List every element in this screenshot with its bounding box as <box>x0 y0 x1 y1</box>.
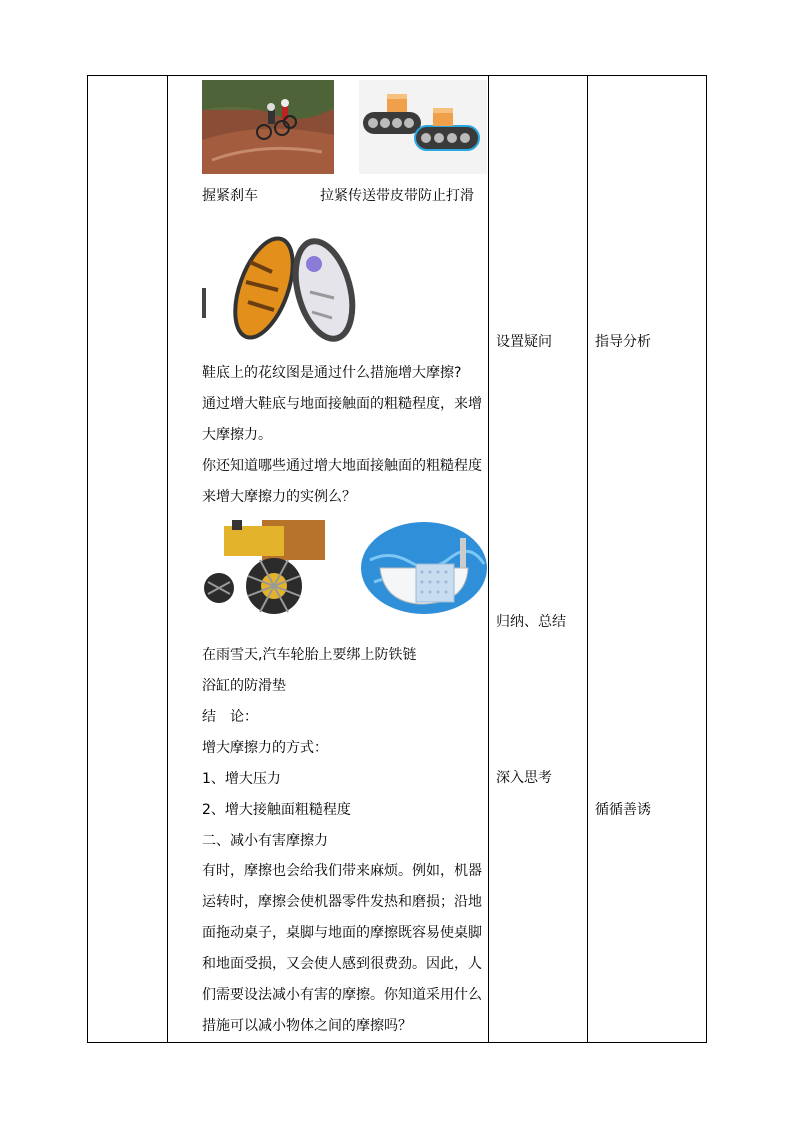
teacher-patient-guidance: 循循善诱 <box>595 802 651 818</box>
snow-chain-tire-photo <box>202 520 325 615</box>
example-snow-chain: 在雨雪天,汽车轮胎上要绑上防铁链 <box>202 647 417 663</box>
paragraph-harmful-friction: 有时，摩擦也会给我们带来麻烦。例如，机器运转时，摩擦会使机器零件发热和磨损；沿地面拖动桌子，桌脚与地面的摩擦既容易使桌脚和地面受损，又会使人感到很费劲。因此，人们需要设法减小有害的摩擦。你知道采用什么措施可以减小物体之间的摩擦吗？ <box>202 863 482 1034</box>
question-shoe-pattern: 鞋底上的花纹图是通过什么措施增大摩擦? <box>202 365 462 381</box>
column-divider <box>488 76 489 1042</box>
question-more-examples: 你还知道哪些通过增大地面接触面的粗糙程度来增大摩擦力的实例么？ <box>202 458 482 505</box>
column-divider <box>167 76 168 1042</box>
conveyor-illustration <box>359 80 487 174</box>
example-bath-mat: 浴缸的防滑垫 <box>202 678 286 694</box>
bike-photo <box>202 80 334 174</box>
activity-summarize: 归纳、总结 <box>496 614 566 630</box>
column-divider <box>587 76 588 1042</box>
section-reduce-friction: 二、减小有害摩擦力 <box>202 833 328 849</box>
shoe-soles-photo <box>202 232 357 344</box>
conclusion-label: 结 论： <box>202 709 258 725</box>
method-2: 2、增大接触面粗糙程度 <box>202 802 351 818</box>
teacher-guide-analysis: 指导分析 <box>595 334 651 350</box>
answer-shoe-pattern: 通过增大鞋底与地面接触面的粗糙程度，来增大摩擦力。 <box>202 396 482 443</box>
activity-set-questions: 设置疑问 <box>496 334 552 350</box>
caption-brake: 握紧刹车 <box>202 188 258 204</box>
caption-belt: 拉紧传送带皮带防止打滑 <box>320 188 474 204</box>
bathtub-mat-photo <box>360 520 488 615</box>
methods-title: 增大摩擦力的方式： <box>202 740 328 756</box>
activity-deep-thinking: 深入思考 <box>496 770 552 786</box>
method-1: 1、增大压力 <box>202 771 281 787</box>
